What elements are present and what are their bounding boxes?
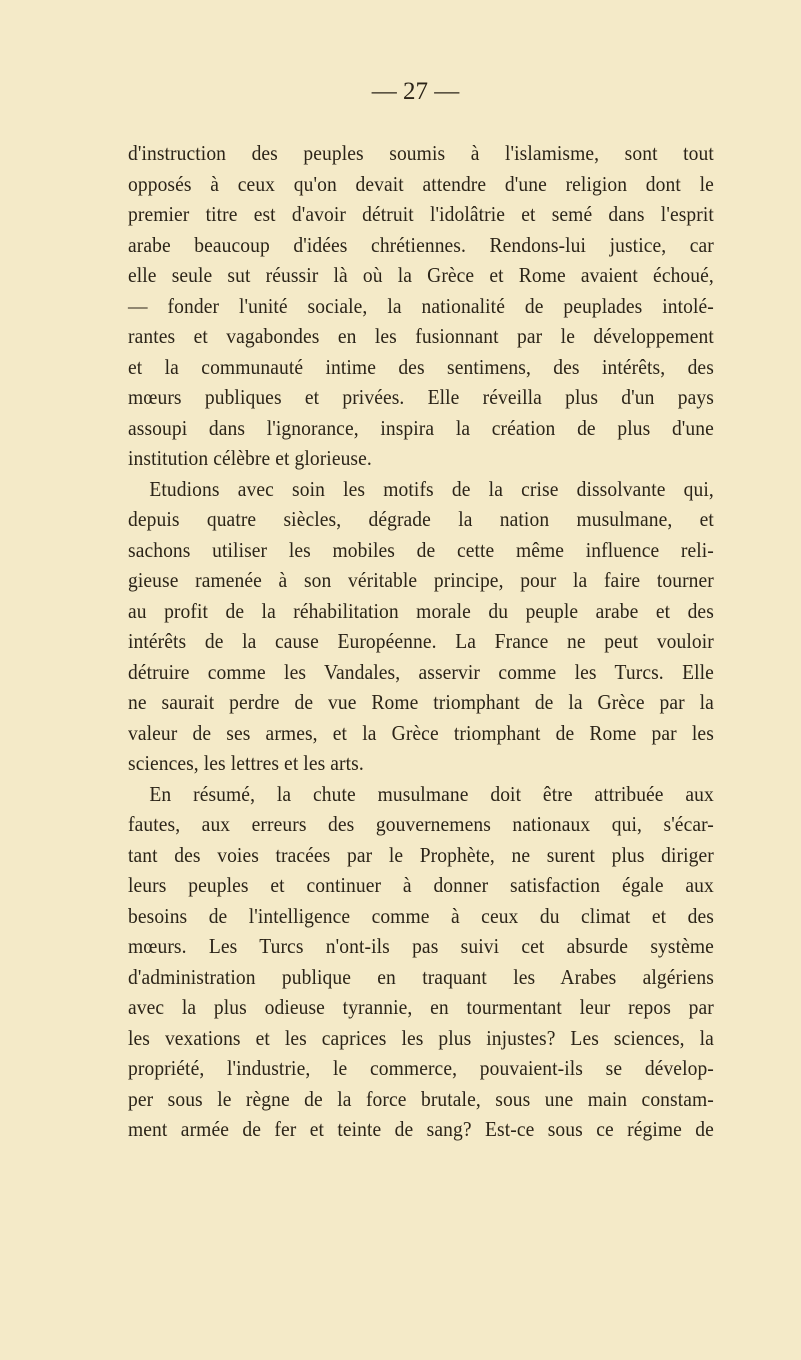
text-line: opposés à ceux qu'on devait attendre d'une religion dont le <box>128 171 714 196</box>
text-line: — fonder l'unité sociale, la nationalité de peuplades intolé- <box>128 293 714 318</box>
text-line: sciences, les lettres et les arts. <box>128 751 364 775</box>
text-line: intérêts de la cause Européenne. La France ne peut vouloir <box>128 629 714 653</box>
text-line: En résumé, la chute musulmane doit être attribuée aux <box>149 781 714 806</box>
text-line: et la communauté intime des sentimens, des intérêts, des <box>128 354 714 379</box>
text-line: d'administration publique en traquant les Arabes algériens <box>128 964 714 989</box>
text-line: leurs peuples et continuer à donner satisfaction égale aux <box>128 873 714 897</box>
text-line: per sous le règne de la force brutale, sous une main constam- <box>128 1086 714 1111</box>
text-line: gieuse ramenée à son véritable principe, pour la faire tourner <box>128 568 714 592</box>
text-line: les vexations et les caprices les plus injustes? Les sciences, la <box>128 1025 714 1050</box>
text-line: fautes, aux erreurs des gouvernemens nationaux qui, s'écar- <box>128 812 714 836</box>
text-line: sachons utiliser les mobiles de cette même influence reli- <box>128 537 714 562</box>
text-line: au profit de la réhabilitation morale du peuple arabe et des <box>128 598 714 623</box>
text-line: mœurs. Les Turcs n'ont-ils pas suivi cet absurde système <box>128 934 714 958</box>
text-line: premier titre est d'avoir détruit l'idolâtrie et semé dans l'esprit <box>128 202 714 226</box>
text-line: Etudions avec soin les motifs de la crise dissolvante qui, <box>149 476 714 501</box>
text-line: depuis quatre siècles, dégrade la nation musulmane, et <box>128 507 714 531</box>
text-line: assoupi dans l'ignorance, inspira la création de plus d'une <box>128 415 714 440</box>
text-line: ne saurait perdre de vue Rome triomphant de la Grèce par la <box>128 690 714 714</box>
text-line: propriété, l'industrie, le commerce, pouvaient-ils se dévelop- <box>128 1056 714 1080</box>
text-line: avec la plus odieuse tyrannie, en tourmentant leur repos par <box>128 995 714 1019</box>
text-line: ment armée de fer et teinte de sang? Est-ce sous ce régime de <box>128 1117 714 1141</box>
body-text <box>128 138 714 1145</box>
text-line: d'instruction des peuples soumis à l'islamisme, sont tout <box>128 141 714 165</box>
text-line: détruire comme les Vandales, asservir comme les Turcs. Elle <box>128 659 714 684</box>
text-line: rantes et vagabondes en les fusionnant par le développement <box>128 324 714 348</box>
text-line: besoins de l'intelligence comme à ceux du climat et des <box>128 903 714 928</box>
page-number: — 27 — <box>371 78 460 105</box>
text-line: elle seule sut réussir là où la Grèce et Rome avaient échoué, <box>128 263 714 287</box>
text-line: valeur de ses armes, et la Grèce triomphant de Rome par les <box>128 720 714 745</box>
text-line: mœurs publiques et privées. Elle réveilla plus d'un pays <box>128 385 714 409</box>
text-line: institution célèbre et glorieuse. <box>128 446 372 470</box>
text-line: tant des voies tracées par le Prophète, ne surent plus diriger <box>128 842 714 867</box>
text-line: arabe beaucoup d'idées chrétiennes. Rendons-lui justice, car <box>128 232 714 257</box>
